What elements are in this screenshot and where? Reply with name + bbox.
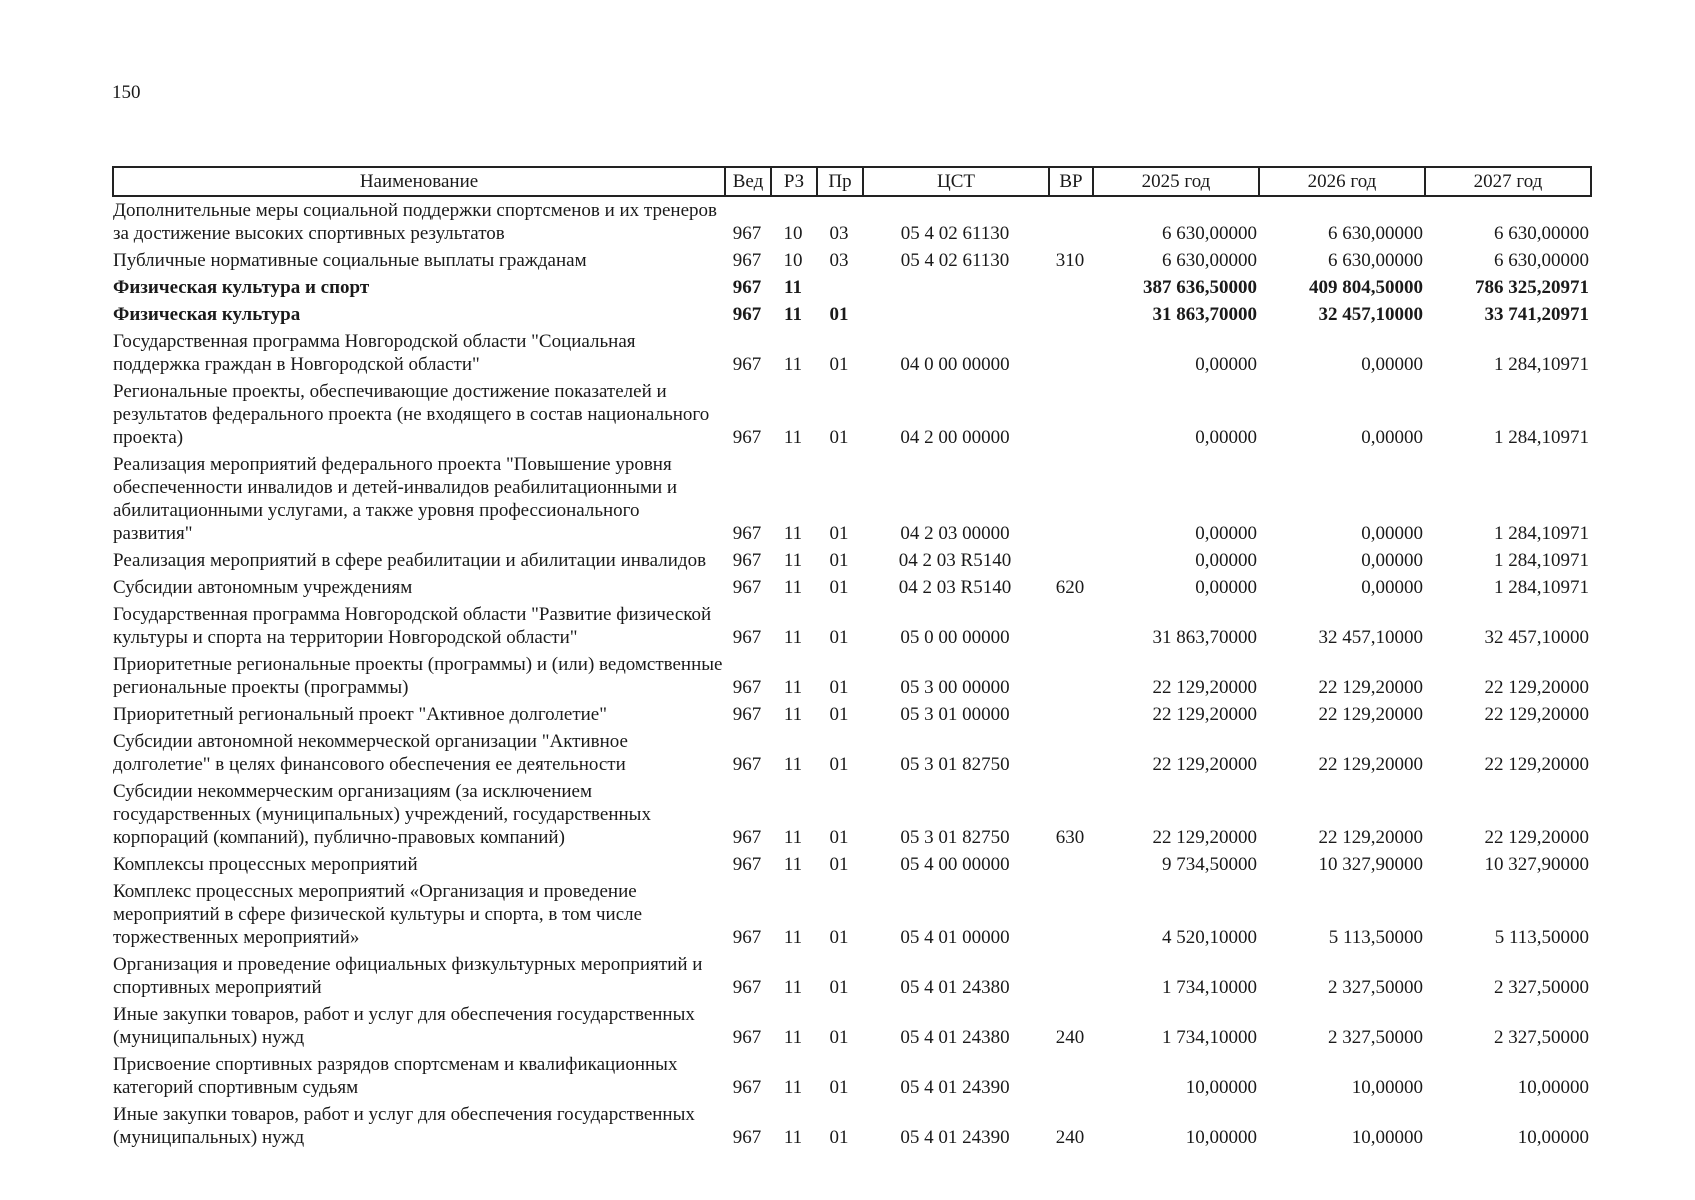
row-name: Публичные нормативные социальные выплаты гражданам bbox=[113, 250, 587, 271]
table-row bbox=[113, 601, 1591, 651]
table-row bbox=[113, 1051, 1591, 1101]
row-2027: 10,00000 bbox=[1517, 1127, 1589, 1148]
row-2027: 22 129,20000 bbox=[1484, 677, 1589, 698]
table-row bbox=[113, 328, 1591, 378]
row-pr: 01 bbox=[829, 354, 849, 375]
row-cst: 05 4 00 00000 bbox=[900, 854, 1010, 875]
row-2026: 10 327,90000 bbox=[1318, 854, 1423, 875]
row-2027: 786 325,20971 bbox=[1475, 277, 1589, 298]
row-ved: 967 bbox=[732, 577, 762, 598]
row-name: Комплекс процессных мероприятий «Организация и проведение мероприятий в сфере физической культуры и спорта, в том числе торжественных мероприятий» bbox=[113, 881, 643, 948]
header-cst: ЦСТ bbox=[863, 167, 1049, 196]
table-row bbox=[113, 547, 1591, 574]
row-name: Региональные проекты, обеспечивающие достижение показателей и результатов федерального проекта (не входящего в состав национального проекта) bbox=[113, 381, 710, 448]
row-2026: 6 630,00000 bbox=[1328, 223, 1423, 244]
row-vr bbox=[1049, 378, 1093, 451]
row-rz: 11 bbox=[783, 354, 803, 375]
row-2025: 10,00000 bbox=[1185, 1127, 1257, 1148]
row-vr bbox=[1049, 274, 1093, 301]
row-rz: 11 bbox=[783, 577, 803, 598]
row-pr: 01 bbox=[829, 427, 849, 448]
row-cst: 04 0 00 00000 bbox=[900, 354, 1010, 375]
row-2027: 2 327,50000 bbox=[1494, 1027, 1589, 1048]
row-2026: 22 129,20000 bbox=[1318, 704, 1423, 725]
row-rz: 11 bbox=[783, 1127, 803, 1148]
row-pr: 01 bbox=[829, 1027, 849, 1048]
row-cst bbox=[863, 274, 1049, 301]
row-ved: 967 bbox=[732, 754, 762, 775]
table-row bbox=[113, 196, 1591, 247]
row-name: Субсидии некоммерческим организациям (за исключением государственных (муниципальных) учреждений, государственных корпораций (компаний), публично-правовых компаний) bbox=[113, 781, 651, 848]
row-ved: 967 bbox=[732, 927, 762, 948]
table-row bbox=[113, 778, 1591, 851]
row-vr: 310 bbox=[1055, 250, 1085, 271]
row-vr bbox=[1049, 328, 1093, 378]
row-ved: 967 bbox=[732, 427, 762, 448]
row-2026: 5 113,50000 bbox=[1328, 927, 1423, 948]
row-vr bbox=[1049, 851, 1093, 878]
row-pr: 01 bbox=[829, 704, 849, 725]
row-2026: 22 129,20000 bbox=[1318, 827, 1423, 848]
row-2025: 31 863,70000 bbox=[1152, 627, 1257, 648]
row-2025: 6 630,00000 bbox=[1162, 223, 1257, 244]
row-2025: 6 630,00000 bbox=[1162, 250, 1257, 271]
row-2027: 6 630,00000 bbox=[1494, 250, 1589, 271]
row-rz: 11 bbox=[783, 927, 803, 948]
row-2025: 0,00000 bbox=[1195, 550, 1257, 571]
table-row bbox=[113, 1001, 1591, 1051]
row-name: Дополнительные меры социальной поддержки спортсменов и их тренеров за достижение высоких спортивных результатов bbox=[113, 200, 717, 244]
row-rz: 11 bbox=[783, 977, 803, 998]
row-cst: 05 3 01 82750 bbox=[900, 827, 1010, 848]
row-2025: 0,00000 bbox=[1195, 577, 1257, 598]
row-2025: 0,00000 bbox=[1195, 523, 1257, 544]
row-pr: 01 bbox=[829, 854, 849, 875]
row-ved: 967 bbox=[732, 827, 762, 848]
row-2027: 2 327,50000 bbox=[1494, 977, 1589, 998]
row-ved: 967 bbox=[732, 223, 762, 244]
row-2027: 10 327,90000 bbox=[1484, 854, 1589, 875]
row-pr: 03 bbox=[829, 250, 849, 271]
table-row bbox=[113, 247, 1591, 274]
row-cst: 04 2 03 00000 bbox=[900, 523, 1010, 544]
row-2025: 9 734,50000 bbox=[1162, 854, 1257, 875]
row-pr: 01 bbox=[829, 304, 849, 325]
row-rz: 11 bbox=[783, 1027, 803, 1048]
row-rz: 11 bbox=[783, 677, 803, 698]
row-cst: 04 2 00 00000 bbox=[900, 427, 1010, 448]
row-2026: 0,00000 bbox=[1361, 427, 1423, 448]
table-row bbox=[113, 378, 1591, 451]
row-cst bbox=[863, 301, 1049, 328]
table-row bbox=[113, 274, 1591, 301]
header-2025: 2025 год bbox=[1093, 167, 1259, 196]
row-2026: 0,00000 bbox=[1361, 550, 1423, 571]
row-2027: 22 129,20000 bbox=[1484, 704, 1589, 725]
row-2025: 22 129,20000 bbox=[1152, 827, 1257, 848]
row-pr: 01 bbox=[829, 1077, 849, 1098]
row-rz: 11 bbox=[783, 427, 803, 448]
header-2027: 2027 год bbox=[1425, 167, 1591, 196]
row-rz: 11 bbox=[783, 854, 803, 875]
row-rz: 11 bbox=[783, 1077, 803, 1098]
row-name: Физическая культура bbox=[113, 304, 301, 325]
row-ved: 967 bbox=[732, 704, 762, 725]
row-2026: 2 327,50000 bbox=[1328, 977, 1423, 998]
row-pr: 01 bbox=[829, 1127, 849, 1148]
row-2025: 31 863,70000 bbox=[1152, 304, 1257, 325]
row-2025: 1 734,10000 bbox=[1162, 977, 1257, 998]
row-pr: 01 bbox=[829, 927, 849, 948]
row-cst: 05 3 01 82750 bbox=[900, 754, 1010, 775]
row-rz: 11 bbox=[783, 627, 803, 648]
page-number: 150 bbox=[112, 82, 141, 103]
row-ved: 967 bbox=[732, 250, 762, 271]
row-pr: 01 bbox=[829, 577, 849, 598]
row-2026: 10,00000 bbox=[1351, 1077, 1423, 1098]
row-cst: 05 3 01 00000 bbox=[900, 704, 1010, 725]
row-name: Приоритетный региональный проект "Активное долголетие" bbox=[113, 704, 607, 725]
row-vr bbox=[1049, 701, 1093, 728]
table-row bbox=[113, 1101, 1591, 1151]
row-rz: 11 bbox=[783, 550, 803, 571]
row-rz: 11 bbox=[783, 523, 803, 544]
row-2027: 6 630,00000 bbox=[1494, 223, 1589, 244]
row-2027: 1 284,10971 bbox=[1494, 523, 1589, 544]
row-ved: 967 bbox=[732, 854, 762, 875]
row-rz: 11 bbox=[784, 277, 802, 298]
row-vr bbox=[1049, 451, 1093, 547]
row-ved: 967 bbox=[732, 1027, 762, 1048]
row-rz: 11 bbox=[784, 304, 802, 325]
row-2027: 33 741,20971 bbox=[1484, 304, 1589, 325]
row-vr: 630 bbox=[1055, 827, 1085, 848]
row-vr bbox=[1049, 951, 1093, 1001]
table-row bbox=[113, 701, 1591, 728]
row-cst: 05 4 01 24380 bbox=[900, 977, 1010, 998]
row-vr bbox=[1049, 1051, 1093, 1101]
table-row bbox=[113, 951, 1591, 1001]
row-2026: 0,00000 bbox=[1361, 577, 1423, 598]
row-ved: 967 bbox=[732, 277, 762, 298]
row-2026: 6 630,00000 bbox=[1328, 250, 1423, 271]
row-pr: 01 bbox=[829, 827, 849, 848]
row-2025: 387 636,50000 bbox=[1143, 277, 1257, 298]
table-row bbox=[113, 451, 1591, 547]
row-pr bbox=[817, 274, 863, 301]
row-vr bbox=[1049, 196, 1093, 247]
row-cst: 05 4 02 61130 bbox=[900, 250, 1010, 271]
row-ved: 967 bbox=[732, 977, 762, 998]
row-rz: 11 bbox=[783, 704, 803, 725]
row-2025: 10,00000 bbox=[1185, 1077, 1257, 1098]
row-2026: 10,00000 bbox=[1351, 1127, 1423, 1148]
table-row bbox=[113, 851, 1591, 878]
row-name: Иные закупки товаров, работ и услуг для обеспечения государственных (муниципальных) нужд bbox=[113, 1104, 695, 1148]
row-2026: 32 457,10000 bbox=[1318, 304, 1423, 325]
row-pr: 01 bbox=[829, 627, 849, 648]
row-2025: 4 520,10000 bbox=[1162, 927, 1257, 948]
row-cst: 05 4 01 00000 bbox=[900, 927, 1010, 948]
row-pr: 01 bbox=[829, 550, 849, 571]
row-vr bbox=[1049, 301, 1093, 328]
row-cst: 04 2 03 R5140 bbox=[898, 550, 1012, 571]
row-cst: 05 0 00 00000 bbox=[900, 627, 1010, 648]
row-2026: 2 327,50000 bbox=[1328, 1027, 1423, 1048]
row-cst: 05 4 01 24390 bbox=[900, 1077, 1010, 1098]
row-name: Государственная программа Новгородской области "Развитие физической культуры и спорта на территории Новгородской области" bbox=[113, 604, 712, 648]
row-name: Комплексы процессных мероприятий bbox=[113, 854, 418, 875]
row-cst: 05 4 01 24390 bbox=[900, 1127, 1010, 1148]
row-ved: 967 bbox=[732, 550, 762, 571]
row-ved: 967 bbox=[732, 1127, 762, 1148]
row-rz: 10 bbox=[783, 250, 803, 271]
row-vr bbox=[1049, 601, 1093, 651]
row-cst: 05 4 01 24380 bbox=[900, 1027, 1010, 1048]
row-2027: 1 284,10971 bbox=[1494, 577, 1589, 598]
row-2026: 22 129,20000 bbox=[1318, 754, 1423, 775]
row-2026: 0,00000 bbox=[1361, 523, 1423, 544]
row-name: Иные закупки товаров, работ и услуг для обеспечения государственных (муниципальных) нужд bbox=[113, 1004, 695, 1048]
table-row bbox=[113, 651, 1591, 701]
row-name: Физическая культура и спорт bbox=[113, 277, 370, 298]
row-name: Субсидии автономным учреждениям bbox=[113, 577, 413, 598]
header-pr: Пр bbox=[817, 167, 863, 196]
row-pr: 01 bbox=[829, 977, 849, 998]
row-cst: 04 2 03 R5140 bbox=[898, 577, 1012, 598]
row-2025: 22 129,20000 bbox=[1152, 754, 1257, 775]
table-row bbox=[113, 728, 1591, 778]
row-vr bbox=[1049, 878, 1093, 951]
row-2027: 1 284,10971 bbox=[1494, 550, 1589, 571]
row-2027: 22 129,20000 bbox=[1484, 754, 1589, 775]
row-name: Реализация мероприятий федерального проекта "Повышение уровня обеспеченности инвалидов и детей-инвалидов реабилитационными и абилитационными услугами, а также уровня профессионального развития" bbox=[113, 454, 678, 544]
table-header-row bbox=[113, 167, 1591, 196]
row-2027: 10,00000 bbox=[1517, 1077, 1589, 1098]
row-2025: 1 734,10000 bbox=[1162, 1027, 1257, 1048]
row-cst: 05 4 02 61130 bbox=[900, 223, 1010, 244]
row-2027: 5 113,50000 bbox=[1494, 927, 1589, 948]
row-ved: 967 bbox=[732, 354, 762, 375]
budget-table bbox=[112, 166, 1592, 1151]
row-vr: 240 bbox=[1055, 1027, 1085, 1048]
row-2025: 22 129,20000 bbox=[1152, 677, 1257, 698]
row-pr: 03 bbox=[829, 223, 849, 244]
row-pr: 01 bbox=[829, 754, 849, 775]
row-name: Организация и проведение официальных физкультурных мероприятий и спортивных мероприятий bbox=[113, 954, 703, 998]
row-2026: 32 457,10000 bbox=[1318, 627, 1423, 648]
row-name: Субсидии автономной некоммерческой организации "Активное долголетие" в целях финансового обеспечения ее деятельности bbox=[113, 731, 628, 775]
row-ved: 967 bbox=[732, 304, 762, 325]
row-2027: 22 129,20000 bbox=[1484, 827, 1589, 848]
row-rz: 10 bbox=[783, 223, 803, 244]
row-vr: 620 bbox=[1055, 577, 1085, 598]
row-2026: 22 129,20000 bbox=[1318, 677, 1423, 698]
table-row bbox=[113, 878, 1591, 951]
row-2025: 0,00000 bbox=[1195, 354, 1257, 375]
row-2026: 0,00000 bbox=[1361, 354, 1423, 375]
row-name: Реализация мероприятий в сфере реабилитации и абилитации инвалидов bbox=[113, 550, 707, 571]
header-2026: 2026 год bbox=[1259, 167, 1425, 196]
row-2025: 0,00000 bbox=[1195, 427, 1257, 448]
row-rz: 11 bbox=[783, 754, 803, 775]
row-cst: 05 3 00 00000 bbox=[900, 677, 1010, 698]
header-rz: РЗ bbox=[771, 167, 817, 196]
row-2026: 409 804,50000 bbox=[1309, 277, 1423, 298]
row-ved: 967 bbox=[732, 1077, 762, 1098]
row-vr bbox=[1049, 547, 1093, 574]
row-vr: 240 bbox=[1055, 1127, 1085, 1148]
row-ved: 967 bbox=[732, 523, 762, 544]
row-vr bbox=[1049, 728, 1093, 778]
row-name: Государственная программа Новгородской области "Социальная поддержка граждан в Новгородской области" bbox=[113, 331, 636, 375]
table-row bbox=[113, 574, 1591, 601]
row-vr bbox=[1049, 651, 1093, 701]
row-rz: 11 bbox=[783, 827, 803, 848]
header-name: Наименование bbox=[113, 167, 725, 196]
header-ved: Вед bbox=[725, 167, 771, 196]
row-name: Приоритетные региональные проекты (программы) и (или) ведомственные региональные проекты (программы) bbox=[113, 654, 723, 698]
row-2027: 1 284,10971 bbox=[1494, 354, 1589, 375]
row-2027: 1 284,10971 bbox=[1494, 427, 1589, 448]
table-row bbox=[113, 301, 1591, 328]
row-2025: 22 129,20000 bbox=[1152, 704, 1257, 725]
row-name: Присвоение спортивных разрядов спортсменам и квалификационных категорий спортивным судьям bbox=[113, 1054, 678, 1098]
header-vr: ВР bbox=[1049, 167, 1093, 196]
row-ved: 967 bbox=[732, 627, 762, 648]
row-ved: 967 bbox=[732, 677, 762, 698]
row-2027: 32 457,10000 bbox=[1484, 627, 1589, 648]
row-pr: 01 bbox=[829, 677, 849, 698]
row-pr: 01 bbox=[829, 523, 849, 544]
